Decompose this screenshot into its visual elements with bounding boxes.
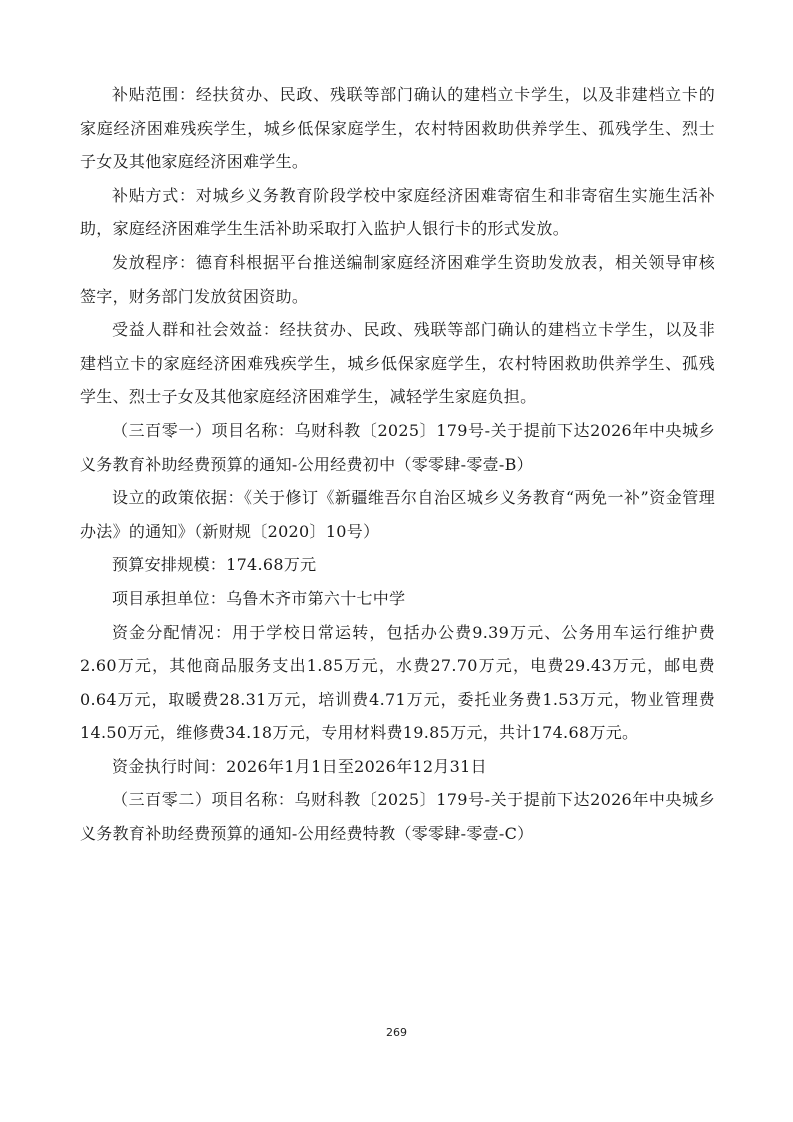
- paragraph-responsible-unit: 项目承担单位：乌鲁木齐市第六十七中学: [112, 588, 406, 608]
- paragraph-policy-basis: 设立的政策依据：《关于修订《新疆维吾尔自治区城乡义务教育“两免一补”资金管理办法》的通知》（新财规〔2020〕10号）: [80, 488, 715, 541]
- paragraph-project-301-title: （三百零一）项目名称：乌财科教〔2025〕179号-关于提前下达2026年中央城乡义务教育补助经费预算的通知-公用经费初中（零零肆-零壹-B）: [80, 420, 715, 474]
- paragraph-fund-allocation: 资金分配情况：用于学校日常运转，包括办公费9.39万元、公务用车运行维护费2.60万元，其他商品服务支出1.85万元，水费27.70万元，电费29.43万元，邮电费0.64万元，取暖费28.31万元，培训费4.71万元，委托业务费1.53万元，物业管理费14.50万元，维修费34.18万元，专用材料费19.85万元，共计174.68万元。: [80, 622, 715, 743]
- paragraph-subsidy-scope: 补贴范围：经扶贫办、民政、残联等部门确认的建档立卡学生，以及非建档立卡的家庭经济困难残疾学生，城乡低保家庭学生，农村特困救助供养学生、孤残学生、烈士子女及其他家庭经济困难学生。: [80, 85, 715, 172]
- paragraph-execution-period: 资金执行时间：2026年1月1日至2026年12月31日: [112, 756, 487, 776]
- paragraph-budget-scale: 预算安排规模：174.68万元: [112, 555, 317, 575]
- paragraph-beneficiaries: 受益人群和社会效益：经扶贫办、民政、残联等部门确认的建档立卡学生，以及非建档立卡的家庭经济困难残疾学生，城乡低保家庭学生，农村特困救助供养学生、孤残学生、烈士子女及其他家庭经济困难学生，减轻学生家庭负担。: [80, 320, 715, 407]
- document-body: [80, 78, 715, 851]
- paragraph-project-302-title: （三百零二）项目名称：乌财科教〔2025〕179号-关于提前下达2026年中央城乡义务教育补助经费预算的通知-公用经费特教（零零肆-零壹-C）: [80, 790, 715, 844]
- paragraph-subsidy-method: 补贴方式：对城乡义务教育阶段学校中家庭经济困难寄宿生和非寄宿生实施生活补助，家庭经济困难学生生活补助采取打入监护人银行卡的形式发放。: [80, 185, 715, 239]
- paragraph-distribution-procedure: 发放程序：德育科根据平台推送编制家庭经济困难学生资助发放表，相关领导审核签字，财务部门发放贫困资助。: [80, 252, 715, 306]
- page-number: 269: [386, 1026, 407, 1039]
